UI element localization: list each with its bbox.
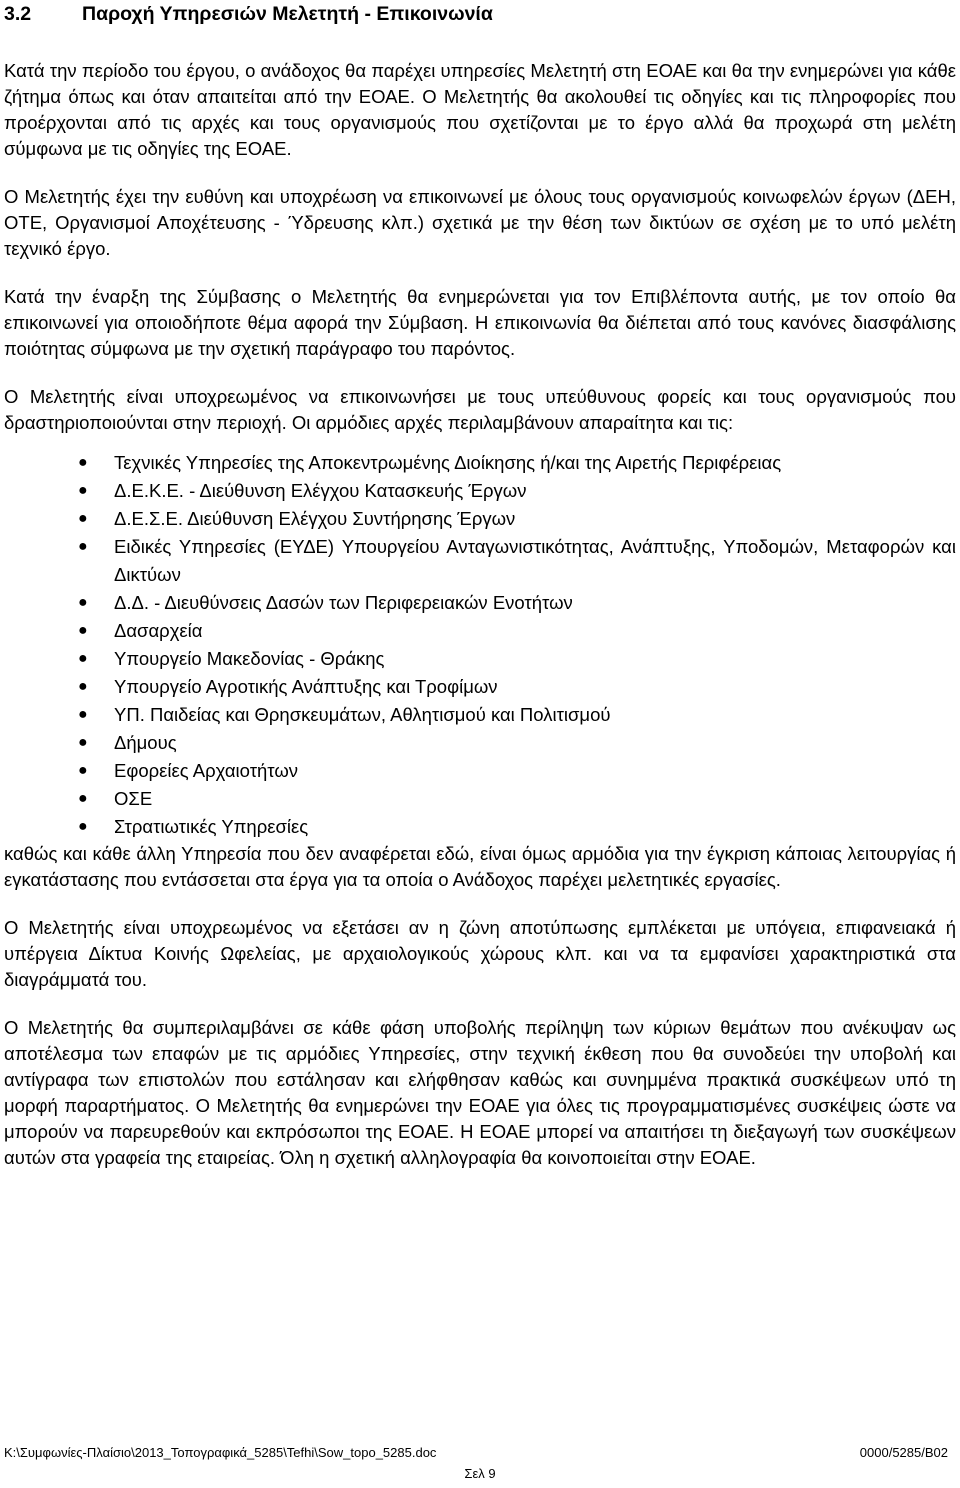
list-item (4, 477, 956, 505)
list-item-text: Δασαρχεία (114, 620, 203, 641)
paragraph-consultant-services: Κατά την περίοδο του έργου, ο ανάδοχος θα παρέχει υπηρεσίες Μελετητή στη ΕΟΑΕ και θα την ενημερώνει για κάθε ζήτημα όπως και όταν απαιτείται από την ΕΟΑΕ. Ο Μελετητής θα ακολουθεί τις οδηγίες και τις πληροφορίες που προέρχονται από τις αρχές και τους οργανισμούς που σχετίζονται με το έργο αλλά θα προχωρά στη μελέτη σύμφωνα με τις οδηγίες της ΕΟΑΕ. (4, 60, 956, 159)
list-item-text: ΥΠ. Παιδείας και Θρησκευμάτων, Αθλητισμού και Πολιτισμού (114, 704, 611, 725)
footer-page-number: Σελ 9 (464, 1466, 496, 1481)
section-title: Παροχή Υπηρεσιών Μελετητή - Επικοινωνία (82, 3, 493, 25)
paragraph-meetings-summary: Ο Μελετητής θα συμπεριλαμβάνει σε κάθε φάση υποβολής περίληψη των κύριων θεμάτων που ανέκυψαν ως αποτέλεσμα των επαφών με τις αρμόδιες Υπηρεσίες, στην τεχνική έκθεση που θα συνοδεύει την υποβολή και αντίγραφα των επιστολών που εστάλησαν και ελήφθησαν καθώς και συνημμένα πρακτικά συσκέψεων υπό τη μορφή παραρτήματος. Ο Μελετητής θα ενημερώνει την ΕΟΑΕ για όλες τις προγραμματισμένες συσκέψεις ώστε να μπορούν να παρευρεθούν και εκπρόσωποι της ΕΟΑΕ. Η ΕΟΑΕ μπορεί να απαιτήσει τη διεξαγωγή των συσκέψεων αυτών στα γραφεία της εταιρείας. Όλη η σχετική αλληλογραφία θα κοινοποιείται στην ΕΟΑΕ. (4, 1017, 956, 1168)
bullet-icon: ● (78, 734, 88, 751)
list-item (4, 673, 956, 701)
list-item-text: Υπουργείο Μακεδονίας - Θράκης (114, 648, 385, 669)
bullet-icon: ● (78, 706, 88, 723)
bullet-icon: ● (78, 454, 88, 471)
bullet-icon: ● (78, 790, 88, 807)
list-item (4, 645, 956, 673)
list-item-text: Δ.Ε.Σ.Ε. Διεύθυνση Ελέγχου Συντήρησης Έργων (114, 508, 516, 529)
list-item-text: ΟΣΕ (114, 788, 153, 809)
list-item (4, 701, 956, 729)
paragraph-supervisor: Κατά την έναρξη της Σύμβασης ο Μελετητής θα ενημερώνεται για τον Επιβλέποντα αυτής, με τον οποίο θα επικοινωνεί για οποιοδήποτε θέμα αφορά την Σύμβαση. Η επικοινωνία θα διέπεται από τους κανόνες διασφάλισης ποιότητας σύμφωνα με την σχετική παράγραφο του παρόντος. (4, 286, 956, 359)
bullet-icon: ● (78, 818, 88, 835)
list-item (4, 589, 956, 617)
footer-document-code: 0000/5285/B02 (859, 1445, 948, 1460)
document-body (4, 58, 956, 1193)
list-item-text: Δ.Δ. - Διευθύνσεις Δασών των Περιφερειακών Ενοτήτων (114, 592, 573, 613)
paragraph-authorities-intro: Ο Μελετητής είναι υποχρεωμένος να επικοινωνήσει με τους υπεύθυνους φορείς και τους οργανισμούς που δραστηριοποιούνται στην περιοχή. Οι αρμόδιες αρχές περιλαμβάνουν απαραίτητα και τις: (4, 386, 956, 433)
paragraph-utility-networks: Ο Μελετητής έχει την ευθύνη και υποχρέωση να επικοινωνεί με όλους τους οργανισμούς κοινωφελών έργων (ΔΕΗ, ΟΤΕ, Οργανισμοί Αποχέτευσης - Ύδρευσης κλπ.) σχετικά με την θέση των δικτύων σε σχέση με το υπό μελέτη τεχνικό έργο. (4, 186, 956, 259)
list-item (4, 729, 956, 757)
bullet-icon: ● (78, 622, 88, 639)
list-item-text: Εφορείες Αρχαιοτήτων (114, 760, 299, 781)
bullet-icon: ● (78, 678, 88, 695)
list-item-text: Υπουργείο Αγροτικής Ανάπτυξης και Τροφίμων (114, 676, 498, 697)
bullet-icon: ● (78, 650, 88, 667)
list-item (4, 757, 956, 785)
list-item-text: Τεχνικές Υπηρεσίες της Αποκεντρωμένης Διοίκησης ή/και της Αιρετής Περιφέρειας (114, 452, 782, 473)
list-item-text: Δ.Ε.Κ.Ε. - Διεύθυνση Ελέγχου Κατασκευής Έργων (114, 480, 527, 501)
list-item (4, 533, 956, 589)
bullet-icon: ● (78, 762, 88, 779)
list-item (4, 785, 956, 813)
section-heading (4, 2, 493, 26)
bullet-icon: ● (78, 594, 88, 611)
paragraph-utility-zone: Ο Μελετητής είναι υποχρεωμένος να εξετάσει αν η ζώνη αποτύπωσης εμπλέκεται με υπόγεια, επιφανειακά ή υπέργεια Δίκτυα Κοινής Ωφελείας, με αρχαιολογικούς χώρους κλπ. και να τα εμφανίσει χαρακτηριστικά στα διαγράμματά του. (4, 917, 956, 990)
list-item-text: Στρατιωτικές Υπηρεσίες (114, 816, 309, 837)
section-number: 3.2 (4, 3, 32, 25)
list-item (4, 617, 956, 645)
list-item-text: Ειδικές Υπηρεσίες (ΕΥΔΕ) Υπουργείου Ανταγωνιστικότητας, Ανάπτυξης, Υποδομών, Μεταφορών και Δικτύων (114, 536, 956, 585)
footer-file-path: K:\Συμφωνίες-Πλαίσιο\2013_Τοπογραφικά_5285\Tefhi\Sow_topo_5285.doc (4, 1445, 437, 1460)
paragraph-other-services: καθώς και κάθε άλλη Υπηρεσία που δεν αναφέρεται εδώ, είναι όμως αρμόδια για την έγκριση κάποιας λειτουργίας ή εγκατάστασης που εντάσσεται στα έργα για τα οποία ο Ανάδοχος παρέχει μελετητικές εργασίες. (4, 843, 956, 890)
bullet-icon: ● (78, 482, 88, 499)
list-item (4, 505, 956, 533)
bullet-icon: ● (78, 538, 88, 555)
list-item (4, 449, 956, 477)
bullet-icon: ● (78, 510, 88, 527)
authorities-list (4, 449, 956, 841)
list-item-text: Δήμους (114, 732, 177, 753)
list-item (4, 813, 956, 841)
